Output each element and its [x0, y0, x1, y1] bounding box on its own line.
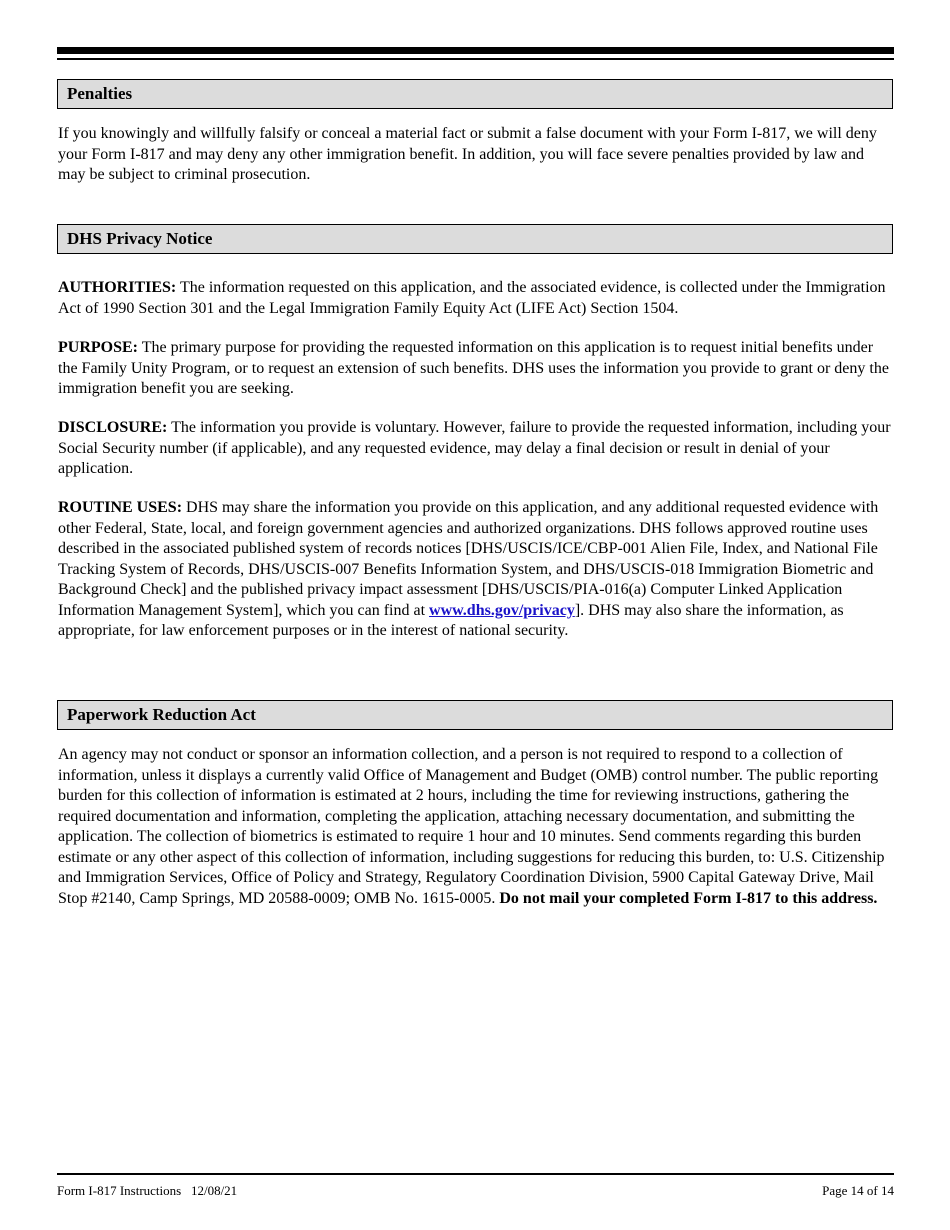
routine-uses-paragraph — [58, 498, 894, 642]
top-rule-thin — [57, 58, 894, 60]
paperwork-title: Paperwork Reduction Act — [67, 705, 256, 724]
footer-form-info: Form I-817 Instructions 12/08/21 — [57, 1183, 238, 1198]
disclosure-text: The information you provide is voluntary. However, failure to provide the requested information, including your Social Security number (if applicable), and any requested evidence, may delay a final decision or result in denial of your application. — [58, 419, 891, 477]
top-rule-thick — [57, 47, 894, 54]
footer-rule — [57, 1173, 894, 1175]
authorities-paragraph — [58, 278, 894, 319]
paperwork-text: An agency may not conduct or sponsor an information collection, and a person is not required to respond to a collection of information, unless it displays a currently valid Office of Management and Budget (OMB) control number. The public reporting burden for this collection of information is estimated at 2 hours, including the time for reviewing instructions, gathering the required documentation and information, completing the application, attaching necessary documentation, and submitting the application. The collection of biometrics is estimated to require 1 hour and 10 minutes. Send comments regarding this burden estimate or any other aspect of this collection of information, including suggestions for reducing this burden, to: U.S. Citizenship and Immigration Services, Office of Policy and Strategy, Regulatory Coordination Division, 5900 Capital Gateway Drive, Mail Stop #2140, Camp Springs, MD 20588-0009; OMB No. 1615-0005. — [58, 746, 885, 907]
penalties-header — [57, 79, 893, 109]
disclosure-paragraph — [58, 418, 894, 480]
purpose-paragraph — [58, 338, 894, 400]
routine-uses-text-tail: ]. DHS may also share the information, as appropriate, for law enforcement purposes or in the interest of national security. — [58, 601, 844, 639]
authorities-label: AUTHORITIES: — [58, 279, 177, 296]
penalties-body: If you knowingly and willfully falsify or conceal a material fact or submit a false document with your Form I-817, we will deny your Form I-817 and may deny any other immigration benefit. In addition, you will face severe penalties provided by law and may be subject to criminal prosecution. — [58, 125, 877, 183]
purpose-label: PURPOSE: — [58, 339, 138, 356]
privacy-header — [57, 224, 893, 254]
authorities-text: The information requested on this application, and the associated evidence, is collected under the Immigration Act of 1990 Section 301 and the Legal Immigration Family Equity Act (LIFE Act) Section 1504. — [58, 279, 886, 317]
privacy-title: DHS Privacy Notice — [67, 229, 213, 248]
routine-uses-label: ROUTINE USES: — [58, 499, 183, 516]
paperwork-body — [58, 745, 894, 909]
paperwork-header — [57, 700, 893, 730]
purpose-text: The primary purpose for providing the requested information on this application is to request initial benefits under the Family Unity Program, or to request an extension of such benefits. DHS uses the information you provide to grant or deny the immigration benefit you are seeking. — [58, 339, 889, 397]
disclosure-label: DISCLOSURE: — [58, 419, 168, 436]
privacy-link[interactable]: www.dhs.gov/privacy — [429, 601, 575, 619]
paperwork-bold-note: Do not mail your completed Form I-817 to this address. — [499, 889, 878, 907]
footer-page-number: Page 14 of 14 — [822, 1183, 894, 1198]
penalties-title: Penalties — [67, 84, 133, 103]
routine-uses-text: DHS may share the information you provide on this application, and any additional requested evidence with other Federal, State, local, and foreign government agencies and authorized organizations. DHS follows approved routine uses described in the associated published system of records notices [DHS/USCIS/ICE/CBP-001 Alien File, Index, and National File Tracking System of Records, DHS/USCIS-007 Benefits Information System, and DHS/USCIS-018 Immigration Biometric and Background Check] and the published privacy impact assessment [DHS/USCIS/PIA-016(a) Computer Linked Application Information Management System], which you can find at — [58, 499, 879, 619]
